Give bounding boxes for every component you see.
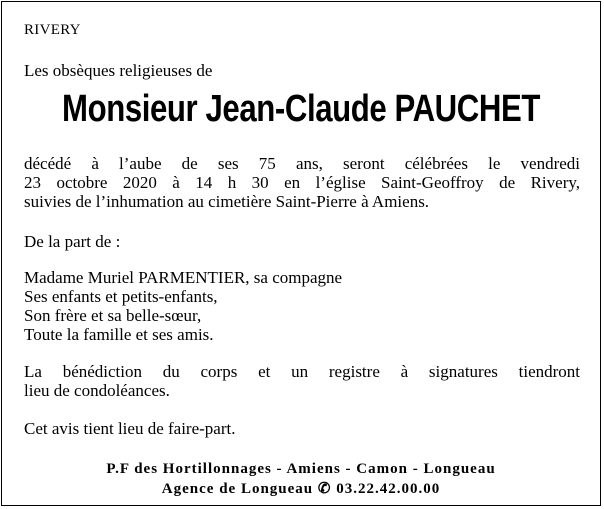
announcement-line: 23 octobre 2020 à 14 h 30 en l’église Saint-Geoffroy de Rivery, — [24, 173, 580, 192]
family-line: Son frère et sa belle-sœur, — [24, 306, 202, 325]
family-line: Madame Muriel PARMENTIER, sa compagne — [24, 268, 343, 287]
closing-text: Cet avis tient lieu de faire-part. — [24, 419, 236, 438]
blessing-line: lieu de condoléances. — [24, 381, 170, 400]
family-list — [24, 268, 588, 344]
closing-paragraph — [24, 419, 588, 438]
deceased-name: Monsieur Jean-Claude PAUCHET — [62, 88, 540, 130]
funeral-home-name: P.F des Hortillonnages - Amiens - Camon - Longueau — [106, 461, 496, 477]
announcement-line: décédé à l’aube de ses 75 ans, seront célébrées le vendredi — [24, 154, 580, 173]
intro-text: Les obsèques religieuses de — [24, 61, 213, 80]
city-heading: RIVERY — [24, 22, 81, 38]
family-line: Toute la famille et ses amis. — [24, 325, 214, 344]
from-label-paragraph — [24, 232, 588, 251]
blessing-paragraph — [24, 362, 588, 400]
family-line: Ses enfants et petits-enfants, — [24, 287, 218, 306]
announcement-paragraph — [24, 154, 588, 211]
from-label: De la part de : — [24, 232, 121, 251]
announcement-line: suivies de l’inhumation au cimetière Saint-Pierre à Amiens. — [24, 192, 430, 211]
blessing-line: La bénédiction du corps et un registre à signatures tiendront — [24, 362, 580, 381]
funeral-home-footer — [2, 459, 600, 499]
obituary-notice — [1, 1, 601, 506]
funeral-home-contact: Agence de Longueau ✆ 03.22.42.00.00 — [161, 481, 441, 497]
